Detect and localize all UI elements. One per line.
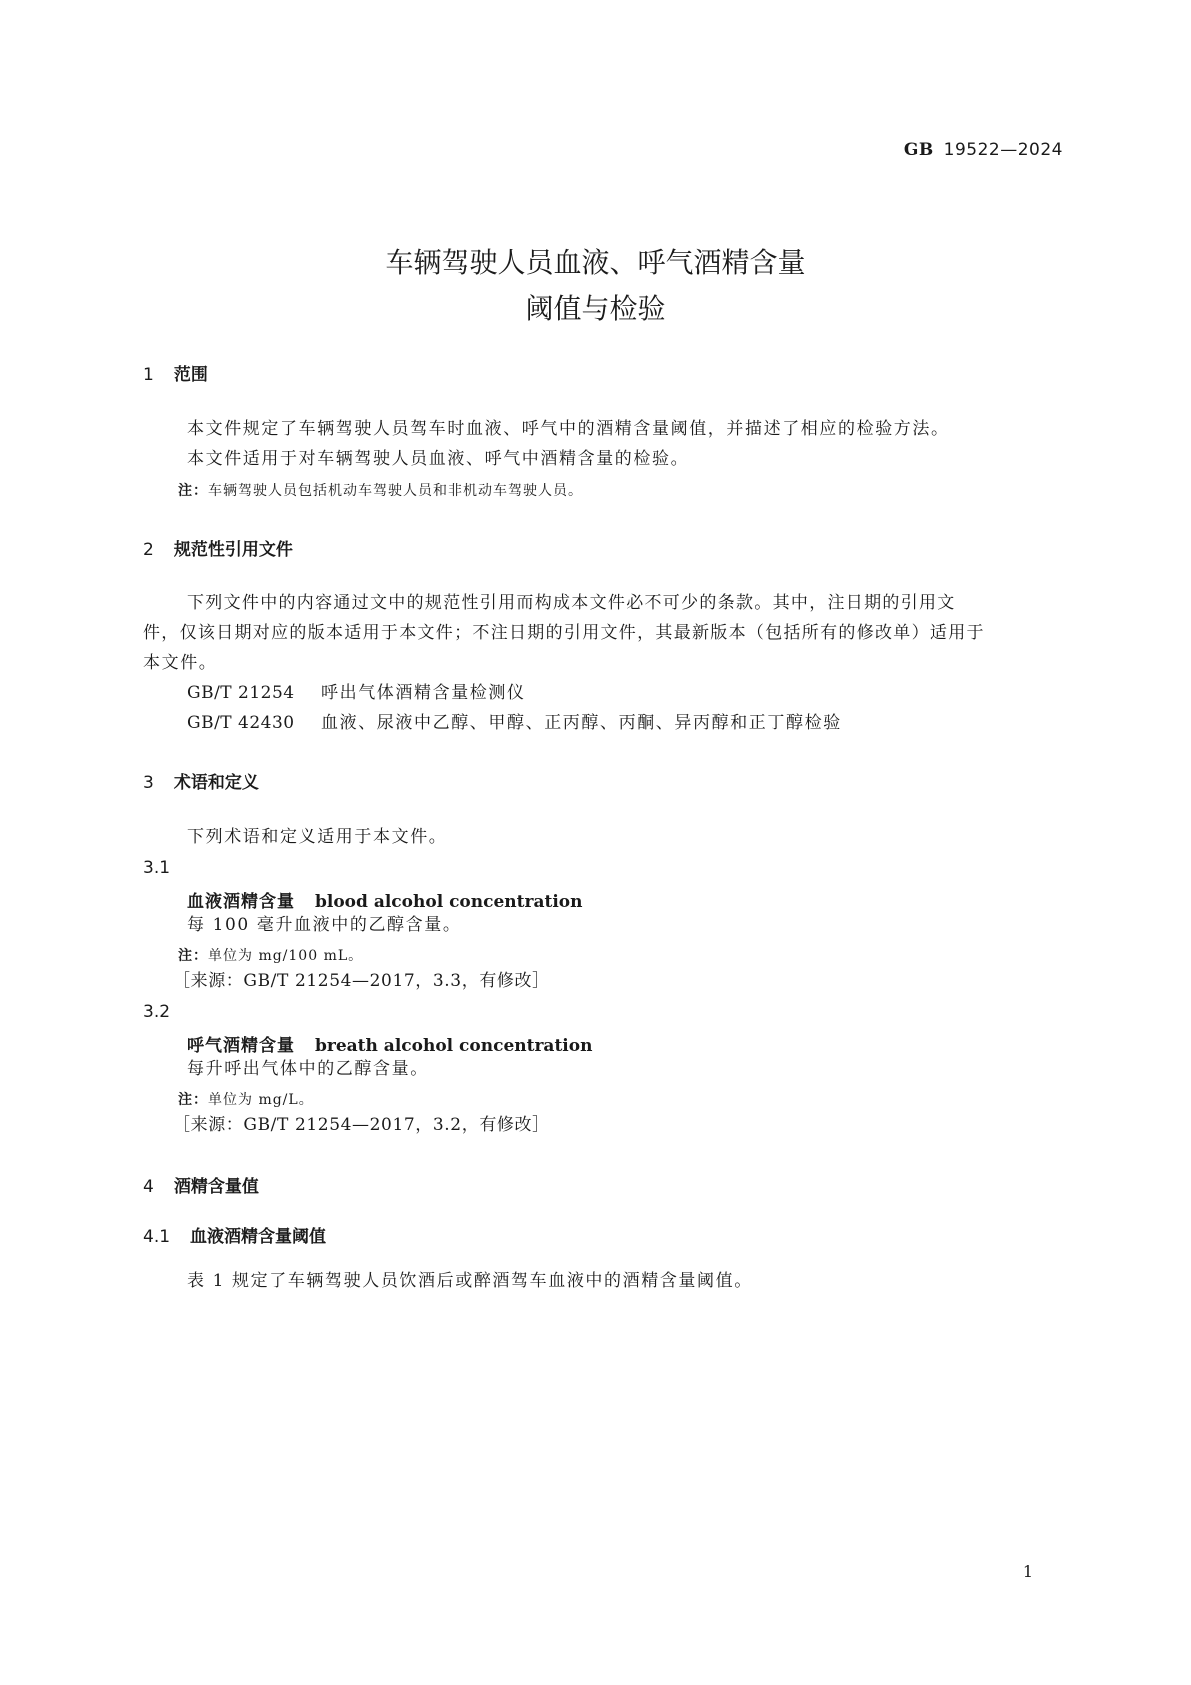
term-chinese: 呼气酒精含量: [187, 1036, 295, 1056]
paragraph: 本文件规定了车辆驾驶人员驾车时血液、呼气中的酒精含量阈值，并描述了相应的检验方法。: [187, 419, 950, 439]
note: [178, 945, 363, 965]
term-source: ［来源：GB/T 21254—2017，3.2，有修改］: [173, 1115, 550, 1135]
paragraph: 下列术语和定义适用于本文件。: [187, 827, 448, 847]
document-title: [0, 240, 1191, 332]
section-number: 2: [143, 540, 154, 560]
reference-code: GB/T 42430: [187, 713, 295, 733]
section-title: 术语和定义: [173, 773, 259, 793]
subsection-number: 4.1: [143, 1227, 171, 1247]
term-english: blood alcohol concentration: [315, 892, 583, 912]
note-text: 单位为 mg/100 mL。: [208, 948, 364, 964]
reference-title: 血液、尿液中乙醇、甲醇、正丙醇、丙酮、异丙醇和正丁醇检验: [321, 713, 842, 733]
note-text: 车辆驾驶人员包括机动车驾驶人员和非机动车驾驶人员。: [208, 483, 583, 499]
section-2-heading: [143, 535, 293, 560]
note-label: 注：: [178, 948, 208, 964]
reference-code: GB/T 21254: [187, 683, 295, 703]
section-4-heading: [143, 1172, 259, 1197]
note-label: 注：: [178, 483, 208, 499]
section-title: 规范性引用文件: [173, 540, 293, 560]
paragraph-line: 本文件。: [143, 653, 218, 673]
term-number: 3.2: [143, 1002, 171, 1022]
reference-title: 呼出气体酒精含量检测仪: [321, 683, 526, 703]
note: [178, 480, 583, 500]
paragraph: 本文件适用于对车辆驾驶人员血液、呼气中酒精含量的检验。: [187, 449, 690, 469]
paragraph-line: 件，仅该日期对应的版本适用于本文件；不注日期的引用文件，其最新版本（包括所有的修改单）适用于: [143, 623, 985, 643]
standard-number: 19522—2024: [943, 140, 1063, 160]
note: [178, 1089, 314, 1109]
section-title: 酒精含量值: [173, 1177, 259, 1197]
paragraph-line: 下列文件中的内容通过文中的规范性引用而构成本文件必不可少的条款。其中，注日期的引用文: [187, 593, 956, 613]
note-label: 注：: [178, 1092, 208, 1108]
standard-code-header: [904, 140, 1063, 160]
normative-reference: [187, 708, 842, 739]
term-english: breath alcohol concentration: [315, 1036, 593, 1056]
subsection-title: 血液酒精含量阈值: [190, 1227, 327, 1247]
section-number: 4: [143, 1177, 154, 1197]
term-definition: 每升呼出气体中的乙醇含量。: [187, 1059, 429, 1079]
term-number: 3.1: [143, 858, 171, 878]
page-number: 1: [1022, 1562, 1033, 1581]
term-source: ［来源：GB/T 21254—2017，3.3，有修改］: [173, 971, 550, 991]
term-entry: [187, 887, 582, 912]
term-chinese: 血液酒精含量: [187, 892, 295, 912]
term-entry: [187, 1031, 592, 1056]
title-line-1: 车辆驾驶人员血液、呼气酒精含量: [385, 246, 806, 279]
section-title: 范围: [173, 365, 208, 385]
section-1-heading: [143, 360, 208, 385]
section-number: 3: [143, 773, 154, 793]
subsection-4-1-heading: [143, 1222, 326, 1247]
normative-reference: [187, 678, 526, 709]
section-number: 1: [143, 365, 154, 385]
note-text: 单位为 mg/L。: [208, 1092, 314, 1108]
standard-prefix: GB: [903, 140, 934, 160]
paragraph: 表 1 规定了车辆驾驶人员饮酒后或醉酒驾车血液中的酒精含量阈值。: [187, 1271, 753, 1291]
term-definition: 每 100 毫升血液中的乙醇含量。: [187, 915, 462, 935]
title-line-2: 阈值与检验: [525, 292, 666, 325]
section-3-heading: [143, 768, 259, 793]
